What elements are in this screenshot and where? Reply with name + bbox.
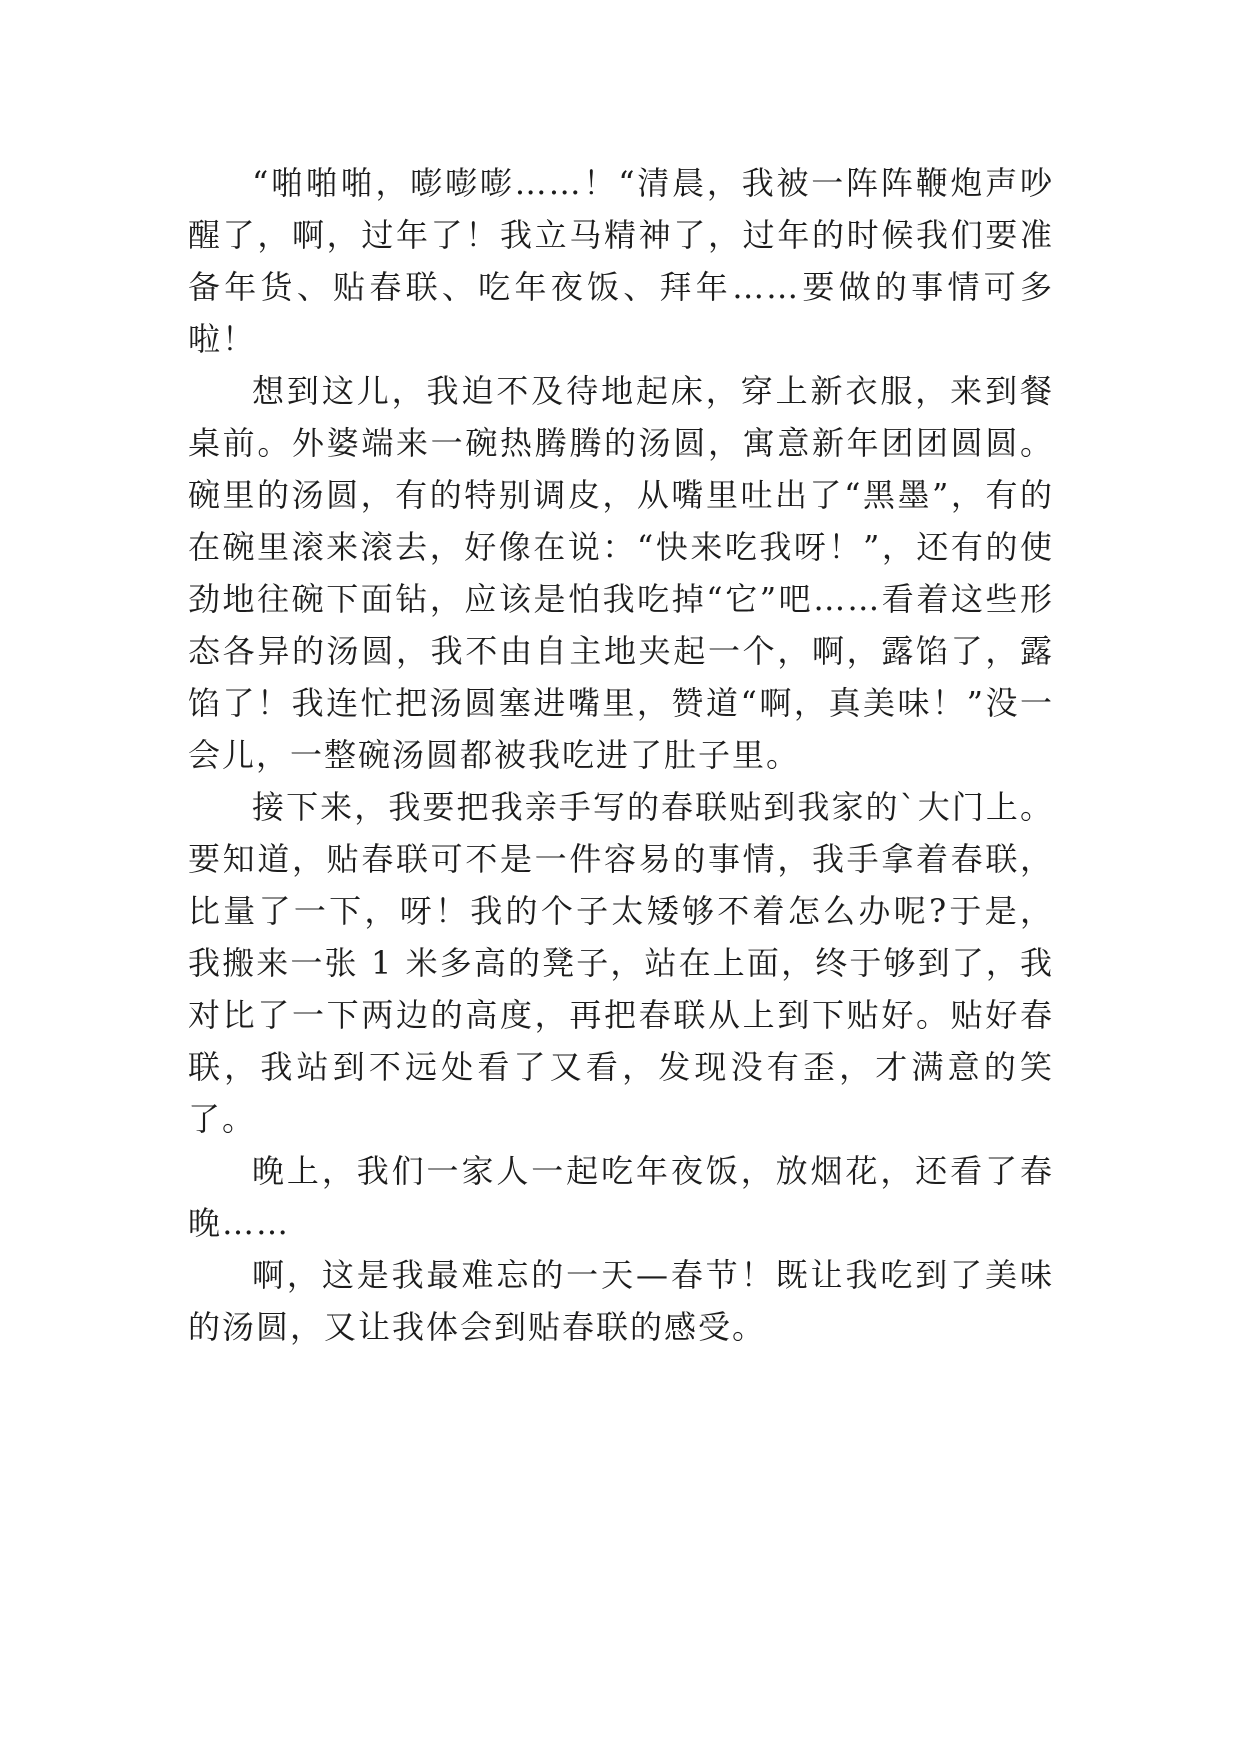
- paragraph-spring-couplets: 接下来，我要把我亲手写的春联贴到我家的`大门上。要知道，贴春联可不是一件容易的事情，我手拿着春联，比量了一下，呀！我的个子太矮够不着怎么办呢?于是，我搬来一张 1 米多高的凳子，站在上面，终于够到了，我对比了一下两边的高度，再把春联从上到下贴好。贴好春联，我站到不远处看了又看，发现没有歪，才满意的笑了。: [188, 788, 1054, 1138]
- paragraph-tangyuan: 想到这儿，我迫不及待地起床，穿上新衣服，来到餐桌前。外婆端来一碗热腾腾的汤圆，寓意新年团团圆圆。碗里的汤圆，有的特别调皮，从嘴里吐出了“黑墨”，有的在碗里滚来滚去，好像在说：“快来吃我呀！”，还有的使劲地往碗下面钻，应该是怕我吃掉“它”吧……看着这些形态各异的汤圆，我不由自主地夹起一个，啊，露馅了，露馅了！我连忙把汤圆塞进嘴里，赞道“啊，真美味！”没一会儿，一整碗汤圆都被我吃进了肚子里。: [188, 372, 1054, 774]
- document-body: [188, 157, 1054, 1353]
- paragraph-new-years-eve: 晚上，我们一家人一起吃年夜饭，放烟花，还看了春晚……: [188, 1152, 1054, 1242]
- paragraph-firecrackers: “啪啪啪，嘭嘭嘭……！“清晨，我被一阵阵鞭炮声吵醒了，啊，过年了！我立马精神了，过年的时候我们要准备年货、贴春联、吃年夜饭、拜年……要做的事情可多啦！: [188, 164, 1054, 358]
- paragraph-conclusion: 啊，这是我最难忘的一天—春节！既让我吃到了美味的汤圆，又让我体会到贴春联的感受。: [188, 1256, 1054, 1346]
